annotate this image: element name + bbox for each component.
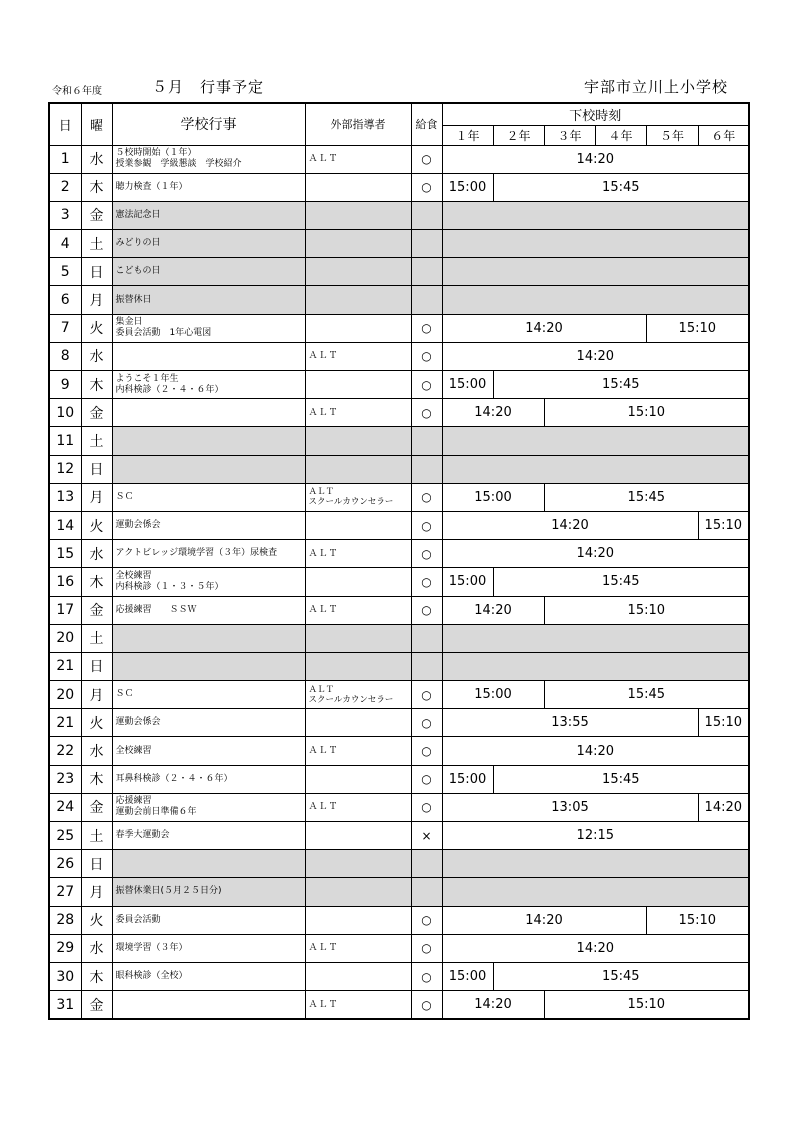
events-cell <box>112 681 305 709</box>
external-line: ＡＬＴ <box>308 605 339 616</box>
dismissal-time: 14:20 <box>442 314 646 342</box>
day-cell: 1 <box>49 145 81 173</box>
day-cell: 31 <box>49 991 81 1020</box>
external-cell <box>305 765 411 793</box>
day-cell: 25 <box>49 822 81 850</box>
weekday-cell: 木 <box>81 568 112 596</box>
schedule-table <box>48 102 750 1020</box>
dismissal-time: 15:00 <box>442 483 544 511</box>
day-cell: 16 <box>49 568 81 596</box>
events-cell <box>112 624 305 652</box>
weekday-cell: 月 <box>81 483 112 511</box>
events-cell <box>112 483 305 511</box>
events-cell <box>112 399 305 427</box>
schedule-row <box>49 511 749 539</box>
dismissal-time: 15:10 <box>698 709 749 737</box>
event-line: 耳鼻科検診（２・４・６年） <box>115 773 233 784</box>
external-line: ＡＬＴ <box>308 154 339 165</box>
schedule-row <box>49 568 749 596</box>
day-cell: 28 <box>49 906 81 934</box>
events-cell <box>112 568 305 596</box>
schedule-row <box>49 878 749 906</box>
dismissal-cell <box>442 258 749 286</box>
event-line: ようこそ１年生 <box>115 373 179 384</box>
event-line: みどりの日 <box>115 238 161 249</box>
external-cell <box>305 258 411 286</box>
events-cell <box>112 934 305 962</box>
external-cell <box>305 455 411 483</box>
weekday-cell: 金 <box>81 201 112 229</box>
schedule-row <box>49 201 749 229</box>
dismissal-cell <box>442 624 749 652</box>
meal-cell <box>411 624 442 652</box>
external-line: ＡＬＴ <box>308 802 339 813</box>
weekday-cell: 木 <box>81 371 112 399</box>
event-line: 春季大運動会 <box>115 830 170 841</box>
schedule-row <box>49 624 749 652</box>
dismissal-time: 15:45 <box>544 483 749 511</box>
schedule-row <box>49 145 749 173</box>
dismissal-time: 15:00 <box>442 681 544 709</box>
event-line: ５校時開始（１年） <box>115 148 197 159</box>
weekday-cell: 日 <box>81 652 112 680</box>
external-cell <box>305 652 411 680</box>
dismissal-time: 13:05 <box>442 793 698 821</box>
external-cell <box>305 962 411 990</box>
meal-cell: ○ <box>411 906 442 934</box>
meal-cell: ○ <box>411 371 442 399</box>
events-cell <box>112 850 305 878</box>
day-cell: 13 <box>49 483 81 511</box>
dismissal-time: 12:15 <box>442 822 749 850</box>
day-cell: 21 <box>49 652 81 680</box>
day-cell: 21 <box>49 709 81 737</box>
event-line: 運動会係会 <box>115 520 161 531</box>
events-cell <box>112 793 305 821</box>
dismissal-cell <box>442 201 749 229</box>
day-cell: 3 <box>49 201 81 229</box>
meal-cell: ○ <box>411 568 442 596</box>
meal-cell <box>411 850 442 878</box>
schedule-row <box>49 173 749 201</box>
event-line: 応援練習 ＳＳＷ <box>115 604 197 615</box>
event-line: 応援練習 <box>115 796 152 807</box>
dismissal-time: 13:55 <box>442 709 698 737</box>
meal-cell <box>411 201 442 229</box>
day-cell: 20 <box>49 624 81 652</box>
schedule-row <box>49 371 749 399</box>
meal-cell: ○ <box>411 483 442 511</box>
dismissal-time: 15:10 <box>646 906 749 934</box>
external-cell <box>305 286 411 314</box>
external-cell <box>305 568 411 596</box>
day-cell: 7 <box>49 314 81 342</box>
meal-cell: × <box>411 822 442 850</box>
events-cell <box>112 427 305 455</box>
meal-cell: ○ <box>411 962 442 990</box>
dismissal-time: 15:45 <box>493 568 749 596</box>
event-line: こどもの日 <box>115 266 161 277</box>
schedule-row <box>49 342 749 370</box>
weekday-cell: 水 <box>81 934 112 962</box>
dismissal-time: 15:45 <box>493 371 749 399</box>
weekday-cell: 月 <box>81 878 112 906</box>
schedule-row <box>49 906 749 934</box>
day-cell: 10 <box>49 399 81 427</box>
events-cell <box>112 371 305 399</box>
events-cell <box>112 314 305 342</box>
meal-cell: ○ <box>411 737 442 765</box>
header-grade-4: ４年 <box>595 125 646 145</box>
events-cell <box>112 878 305 906</box>
external-cell <box>305 709 411 737</box>
event-line: 授業参観 学級懇談 学校紹介 <box>115 159 242 170</box>
external-line: ＡＬＴ <box>308 407 339 418</box>
event-line: ＳＣ <box>115 491 134 502</box>
schedule-row <box>49 286 749 314</box>
day-cell: 23 <box>49 765 81 793</box>
weekday-cell: 金 <box>81 596 112 624</box>
page-title: ５月 行事予定 <box>152 78 265 96</box>
event-line: 内科検診（２・４・６年） <box>115 384 224 395</box>
header-dismissal: 下校時刻 <box>442 103 749 125</box>
weekday-cell: 木 <box>81 765 112 793</box>
meal-cell: ○ <box>411 540 442 568</box>
external-cell <box>305 173 411 201</box>
weekday-cell: 水 <box>81 145 112 173</box>
schedule-row <box>49 793 749 821</box>
meal-cell: ○ <box>411 511 442 539</box>
meal-cell: ○ <box>411 145 442 173</box>
weekday-cell: 金 <box>81 991 112 1020</box>
dismissal-time: 15:45 <box>493 962 749 990</box>
day-cell: 14 <box>49 511 81 539</box>
events-cell <box>112 737 305 765</box>
external-line: スクールカウンセラー <box>308 694 394 705</box>
weekday-cell: 日 <box>81 455 112 483</box>
meal-cell: ○ <box>411 709 442 737</box>
header-grade-6: ６年 <box>698 125 749 145</box>
day-cell: 24 <box>49 793 81 821</box>
external-line: ＡＬＴ <box>308 943 339 954</box>
external-cell <box>305 511 411 539</box>
dismissal-time: 15:00 <box>442 765 493 793</box>
dismissal-cell <box>442 878 749 906</box>
day-cell: 11 <box>49 427 81 455</box>
events-cell <box>112 201 305 229</box>
day-cell: 22 <box>49 737 81 765</box>
day-cell: 9 <box>49 371 81 399</box>
day-cell: 29 <box>49 934 81 962</box>
weekday-cell: 土 <box>81 427 112 455</box>
events-cell <box>112 962 305 990</box>
day-cell: 6 <box>49 286 81 314</box>
day-cell: 26 <box>49 850 81 878</box>
day-cell: 15 <box>49 540 81 568</box>
meal-cell: ○ <box>411 991 442 1020</box>
external-line: ＡＬＴ <box>308 548 339 559</box>
event-line: 振替休業日(５月２５日分) <box>115 886 222 897</box>
schedule-row <box>49 483 749 511</box>
external-cell <box>305 991 411 1020</box>
events-cell <box>112 540 305 568</box>
schedule-row <box>49 934 749 962</box>
events-cell <box>112 342 305 370</box>
external-line: ＡＬＴ <box>308 684 335 695</box>
header-weekday: 曜 <box>81 103 112 145</box>
meal-cell: ○ <box>411 934 442 962</box>
external-cell <box>305 371 411 399</box>
weekday-cell: 土 <box>81 822 112 850</box>
event-line: 憲法記念日 <box>115 209 161 220</box>
external-cell <box>305 427 411 455</box>
event-line: アクトビレッジ環境学習（３年）尿検査 <box>115 548 278 559</box>
weekday-cell: 土 <box>81 230 112 258</box>
external-cell <box>305 793 411 821</box>
dismissal-cell <box>442 850 749 878</box>
weekday-cell: 木 <box>81 962 112 990</box>
external-cell <box>305 230 411 258</box>
schedule-row <box>49 765 749 793</box>
weekday-cell: 木 <box>81 173 112 201</box>
events-cell <box>112 511 305 539</box>
external-cell <box>305 681 411 709</box>
meal-cell <box>411 258 442 286</box>
header-grade-2: ２年 <box>493 125 544 145</box>
event-line: 眼科検診（全校） <box>115 971 188 982</box>
dismissal-cell <box>442 230 749 258</box>
dismissal-time: 14:20 <box>442 906 646 934</box>
weekday-cell: 月 <box>81 286 112 314</box>
event-line: 環境学習（３年） <box>115 942 188 953</box>
day-cell: 17 <box>49 596 81 624</box>
event-line: 委員会活動 1年心電図 <box>115 328 212 339</box>
dismissal-time: 15:10 <box>698 511 749 539</box>
external-cell <box>305 822 411 850</box>
events-cell <box>112 173 305 201</box>
schedule-row <box>49 314 749 342</box>
events-cell <box>112 145 305 173</box>
dismissal-time: 15:00 <box>442 173 493 201</box>
meal-cell: ○ <box>411 765 442 793</box>
dismissal-time: 14:20 <box>442 145 749 173</box>
dismissal-cell <box>442 652 749 680</box>
meal-cell: ○ <box>411 173 442 201</box>
weekday-cell: 水 <box>81 737 112 765</box>
schedule-row <box>49 681 749 709</box>
dismissal-time: 15:45 <box>493 173 749 201</box>
external-cell <box>305 850 411 878</box>
header-external: 外部指導者 <box>305 103 411 145</box>
external-cell <box>305 483 411 511</box>
events-cell <box>112 906 305 934</box>
external-cell <box>305 314 411 342</box>
events-cell <box>112 652 305 680</box>
event-line: 集金日 <box>115 317 143 328</box>
events-cell <box>112 286 305 314</box>
header-day: 日 <box>49 103 81 145</box>
event-line: 全校練習 <box>115 745 152 756</box>
schedule-row <box>49 455 749 483</box>
header-meal: 給食 <box>411 103 442 145</box>
event-line: 全校練習 <box>115 570 152 581</box>
day-cell: 2 <box>49 173 81 201</box>
meal-cell <box>411 878 442 906</box>
fiscal-year-label: 令和６年度 <box>52 86 102 97</box>
events-cell <box>112 765 305 793</box>
dismissal-cell <box>442 286 749 314</box>
external-cell <box>305 737 411 765</box>
school-name: 宇部市立川上小学校 <box>583 78 728 96</box>
event-line: 委員会活動 <box>115 914 161 925</box>
dismissal-time: 14:20 <box>442 596 544 624</box>
weekday-cell: 火 <box>81 906 112 934</box>
external-cell <box>305 540 411 568</box>
schedule-row <box>49 822 749 850</box>
meal-cell <box>411 455 442 483</box>
dismissal-time: 14:20 <box>442 540 749 568</box>
schedule-row <box>49 258 749 286</box>
external-cell <box>305 906 411 934</box>
dismissal-time: 15:10 <box>544 991 749 1020</box>
dismissal-time: 14:20 <box>442 991 544 1020</box>
meal-cell <box>411 286 442 314</box>
dismissal-time: 14:20 <box>442 342 749 370</box>
dismissal-time: 14:20 <box>442 737 749 765</box>
meal-cell: ○ <box>411 793 442 821</box>
event-line: 振替休日 <box>115 294 152 305</box>
external-line: ＡＬＴ <box>308 487 335 498</box>
external-cell <box>305 624 411 652</box>
events-cell <box>112 822 305 850</box>
meal-cell: ○ <box>411 681 442 709</box>
day-cell: 30 <box>49 962 81 990</box>
dismissal-time: 15:45 <box>493 765 749 793</box>
event-line: 運動会前日準備６年 <box>115 807 197 818</box>
external-cell <box>305 934 411 962</box>
schedule-row <box>49 962 749 990</box>
weekday-cell: 日 <box>81 258 112 286</box>
events-cell <box>112 709 305 737</box>
schedule-row <box>49 850 749 878</box>
schedule-row <box>49 230 749 258</box>
dismissal-time: 14:20 <box>442 934 749 962</box>
event-line: 聴力検査（１年） <box>115 181 188 192</box>
schedule-row <box>49 652 749 680</box>
external-cell <box>305 145 411 173</box>
schedule-row <box>49 991 749 1020</box>
schedule-row <box>49 399 749 427</box>
external-line: ＡＬＴ <box>308 746 339 757</box>
events-cell <box>112 455 305 483</box>
day-cell: 4 <box>49 230 81 258</box>
events-cell <box>112 991 305 1020</box>
meal-cell: ○ <box>411 596 442 624</box>
meal-cell <box>411 652 442 680</box>
dismissal-time: 15:45 <box>544 681 749 709</box>
header-grade-5: ５年 <box>646 125 698 145</box>
schedule-row <box>49 596 749 624</box>
external-cell <box>305 878 411 906</box>
external-line: ＡＬＴ <box>308 351 339 362</box>
dismissal-time: 15:00 <box>442 371 493 399</box>
dismissal-cell <box>442 427 749 455</box>
dismissal-time: 14:20 <box>698 793 749 821</box>
events-cell <box>112 596 305 624</box>
dismissal-time: 15:10 <box>646 314 749 342</box>
events-cell <box>112 258 305 286</box>
dismissal-time: 15:00 <box>442 568 493 596</box>
weekday-cell: 金 <box>81 793 112 821</box>
external-cell <box>305 596 411 624</box>
dismissal-time: 15:10 <box>544 399 749 427</box>
external-line: ＡＬＴ <box>308 999 339 1010</box>
weekday-cell: 月 <box>81 681 112 709</box>
weekday-cell: 火 <box>81 709 112 737</box>
day-cell: 27 <box>49 878 81 906</box>
schedule-row <box>49 540 749 568</box>
meal-cell: ○ <box>411 342 442 370</box>
weekday-cell: 火 <box>81 511 112 539</box>
dismissal-time: 14:20 <box>442 399 544 427</box>
day-cell: 5 <box>49 258 81 286</box>
weekday-cell: 水 <box>81 342 112 370</box>
external-cell <box>305 201 411 229</box>
event-line: ＳＣ <box>115 689 134 700</box>
header-grade-1: １年 <box>442 125 493 145</box>
events-cell <box>112 230 305 258</box>
dismissal-cell <box>442 455 749 483</box>
weekday-cell: 火 <box>81 314 112 342</box>
meal-cell: ○ <box>411 399 442 427</box>
schedule-row <box>49 427 749 455</box>
event-line: 内科検診（１・３・５年） <box>115 581 224 592</box>
event-line: 運動会係会 <box>115 717 161 728</box>
external-cell <box>305 342 411 370</box>
day-cell: 20 <box>49 681 81 709</box>
external-cell <box>305 399 411 427</box>
weekday-cell: 水 <box>81 540 112 568</box>
meal-cell <box>411 427 442 455</box>
dismissal-time: 15:10 <box>544 596 749 624</box>
meal-cell <box>411 230 442 258</box>
schedule-row <box>49 737 749 765</box>
header-grade-3: ３年 <box>544 125 595 145</box>
external-line: スクールカウンセラー <box>308 497 394 508</box>
weekday-cell: 土 <box>81 624 112 652</box>
weekday-cell: 金 <box>81 399 112 427</box>
schedule-row <box>49 709 749 737</box>
day-cell: 8 <box>49 342 81 370</box>
day-cell: 12 <box>49 455 81 483</box>
meal-cell: ○ <box>411 314 442 342</box>
header-events: 学校行事 <box>112 103 305 145</box>
dismissal-time: 14:20 <box>442 511 698 539</box>
dismissal-time: 15:00 <box>442 962 493 990</box>
weekday-cell: 日 <box>81 850 112 878</box>
